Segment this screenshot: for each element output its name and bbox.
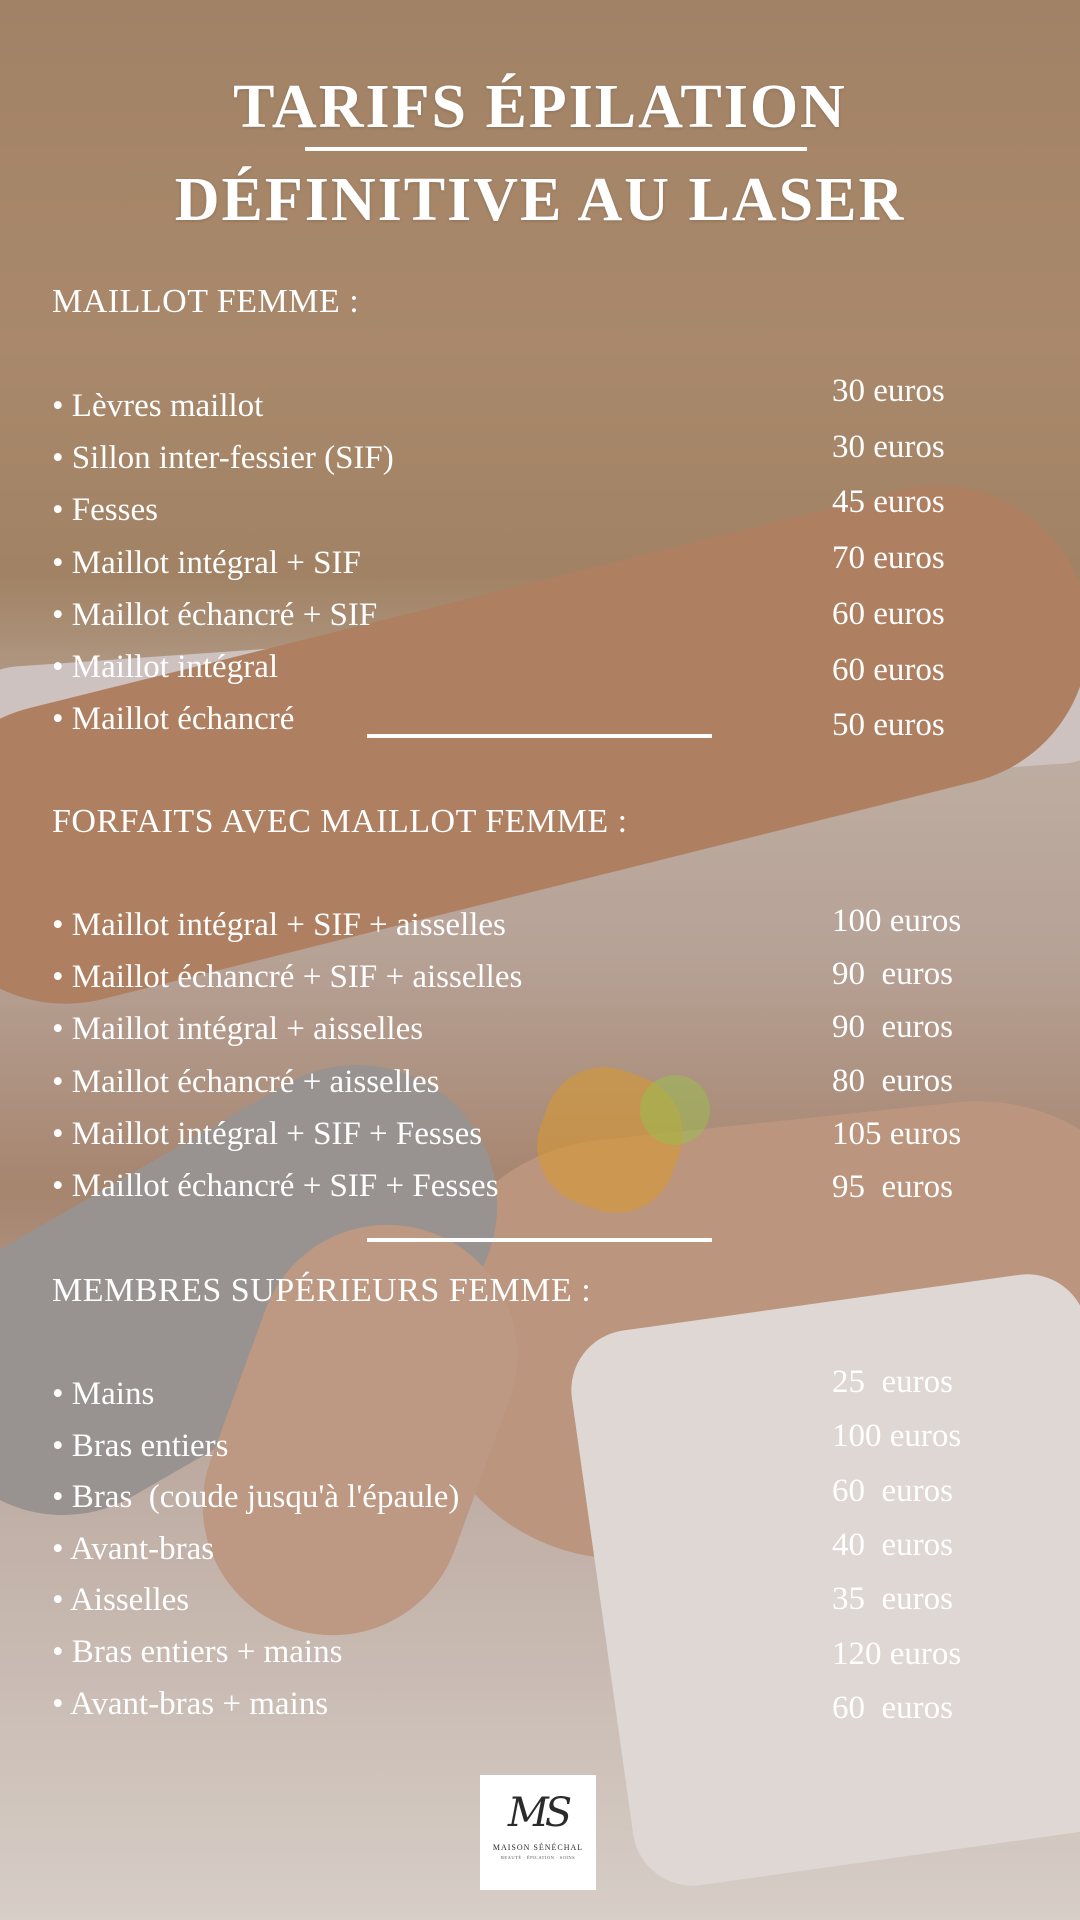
service-item: • Avant-bras xyxy=(52,1530,215,1567)
service-price: 90 euros xyxy=(832,956,953,993)
section-heading: FORFAITS AVEC MAILLOT FEMME : xyxy=(52,803,628,840)
logo-name: MAISON SÉNÉCHAL xyxy=(492,1843,584,1852)
logo-tagline: BEAUTÉ · ÉPILATION · SOINS xyxy=(500,1855,576,1860)
service-item: • Maillot échancré + SIF xyxy=(52,596,378,633)
service-price: 45 euros xyxy=(832,484,945,521)
service-item: • Maillot échancré + aisselles xyxy=(52,1063,440,1100)
service-price: 90 euros xyxy=(832,1009,953,1046)
service-price: 60 euros xyxy=(832,595,945,632)
service-item: • Maillot intégral + SIF + Fesses xyxy=(52,1115,483,1152)
service-item: • Aisselles xyxy=(52,1582,190,1619)
service-item: • Lèvres maillot xyxy=(52,388,264,424)
section-heading: MEMBRES SUPÉRIEURS FEMME : xyxy=(52,1272,592,1309)
brand-logo xyxy=(480,1775,596,1890)
service-price: 100 euros xyxy=(832,1418,962,1455)
service-price: 105 euros xyxy=(832,1115,962,1152)
service-price: 80 euros xyxy=(832,1062,953,1099)
service-price: 60 euros xyxy=(832,1689,953,1726)
service-price: 40 euros xyxy=(832,1526,953,1563)
service-price: 30 euros xyxy=(832,373,945,409)
service-item: • Maillot intégral xyxy=(52,649,279,685)
service-price: 95 euros xyxy=(832,1169,953,1205)
service-item: • Bras (coude jusqu'à l'épaule) xyxy=(52,1479,460,1516)
service-item: • Maillot échancré + SIF + aisselles xyxy=(52,959,523,996)
service-price: 35 euros xyxy=(832,1581,953,1618)
page-title-line1: TARIFS ÉPILATION xyxy=(233,73,847,141)
service-item: • Bras entiers + mains xyxy=(52,1634,343,1670)
section-divider xyxy=(367,1238,712,1242)
service-item: • Bras entiers xyxy=(52,1427,229,1464)
service-item: • Maillot échancré + SIF + Fesses xyxy=(52,1168,499,1204)
service-item: • Maillot échancré xyxy=(52,701,295,738)
service-item: • Maillot intégral + SIF xyxy=(52,544,361,581)
page-title-line2: DÉFINITIVE AU LASER xyxy=(174,166,906,234)
service-item: • Maillot intégral + SIF + aisselles xyxy=(52,907,506,943)
service-price: 60 euros xyxy=(832,651,945,688)
service-price: 30 euros xyxy=(832,428,945,465)
service-item: • Fesses xyxy=(52,492,158,529)
logo-monogram: MS xyxy=(507,1790,569,1836)
service-item: • Mains xyxy=(52,1376,155,1412)
service-item: • Avant-bras + mains xyxy=(52,1685,329,1722)
service-item: • Sillon inter-fessier (SIF) xyxy=(52,440,394,477)
service-price: 100 euros xyxy=(832,903,962,939)
service-price: 120 euros xyxy=(832,1635,962,1672)
service-price: 60 euros xyxy=(832,1472,953,1509)
service-price: 50 euros xyxy=(832,707,945,744)
section-divider xyxy=(367,734,712,738)
service-price: 70 euros xyxy=(832,540,945,577)
title-divider xyxy=(305,147,807,151)
section-heading: MAILLOT FEMME : xyxy=(52,283,360,320)
service-price: 25 euros xyxy=(832,1364,953,1400)
service-item: • Maillot intégral + aisselles xyxy=(52,1011,424,1048)
